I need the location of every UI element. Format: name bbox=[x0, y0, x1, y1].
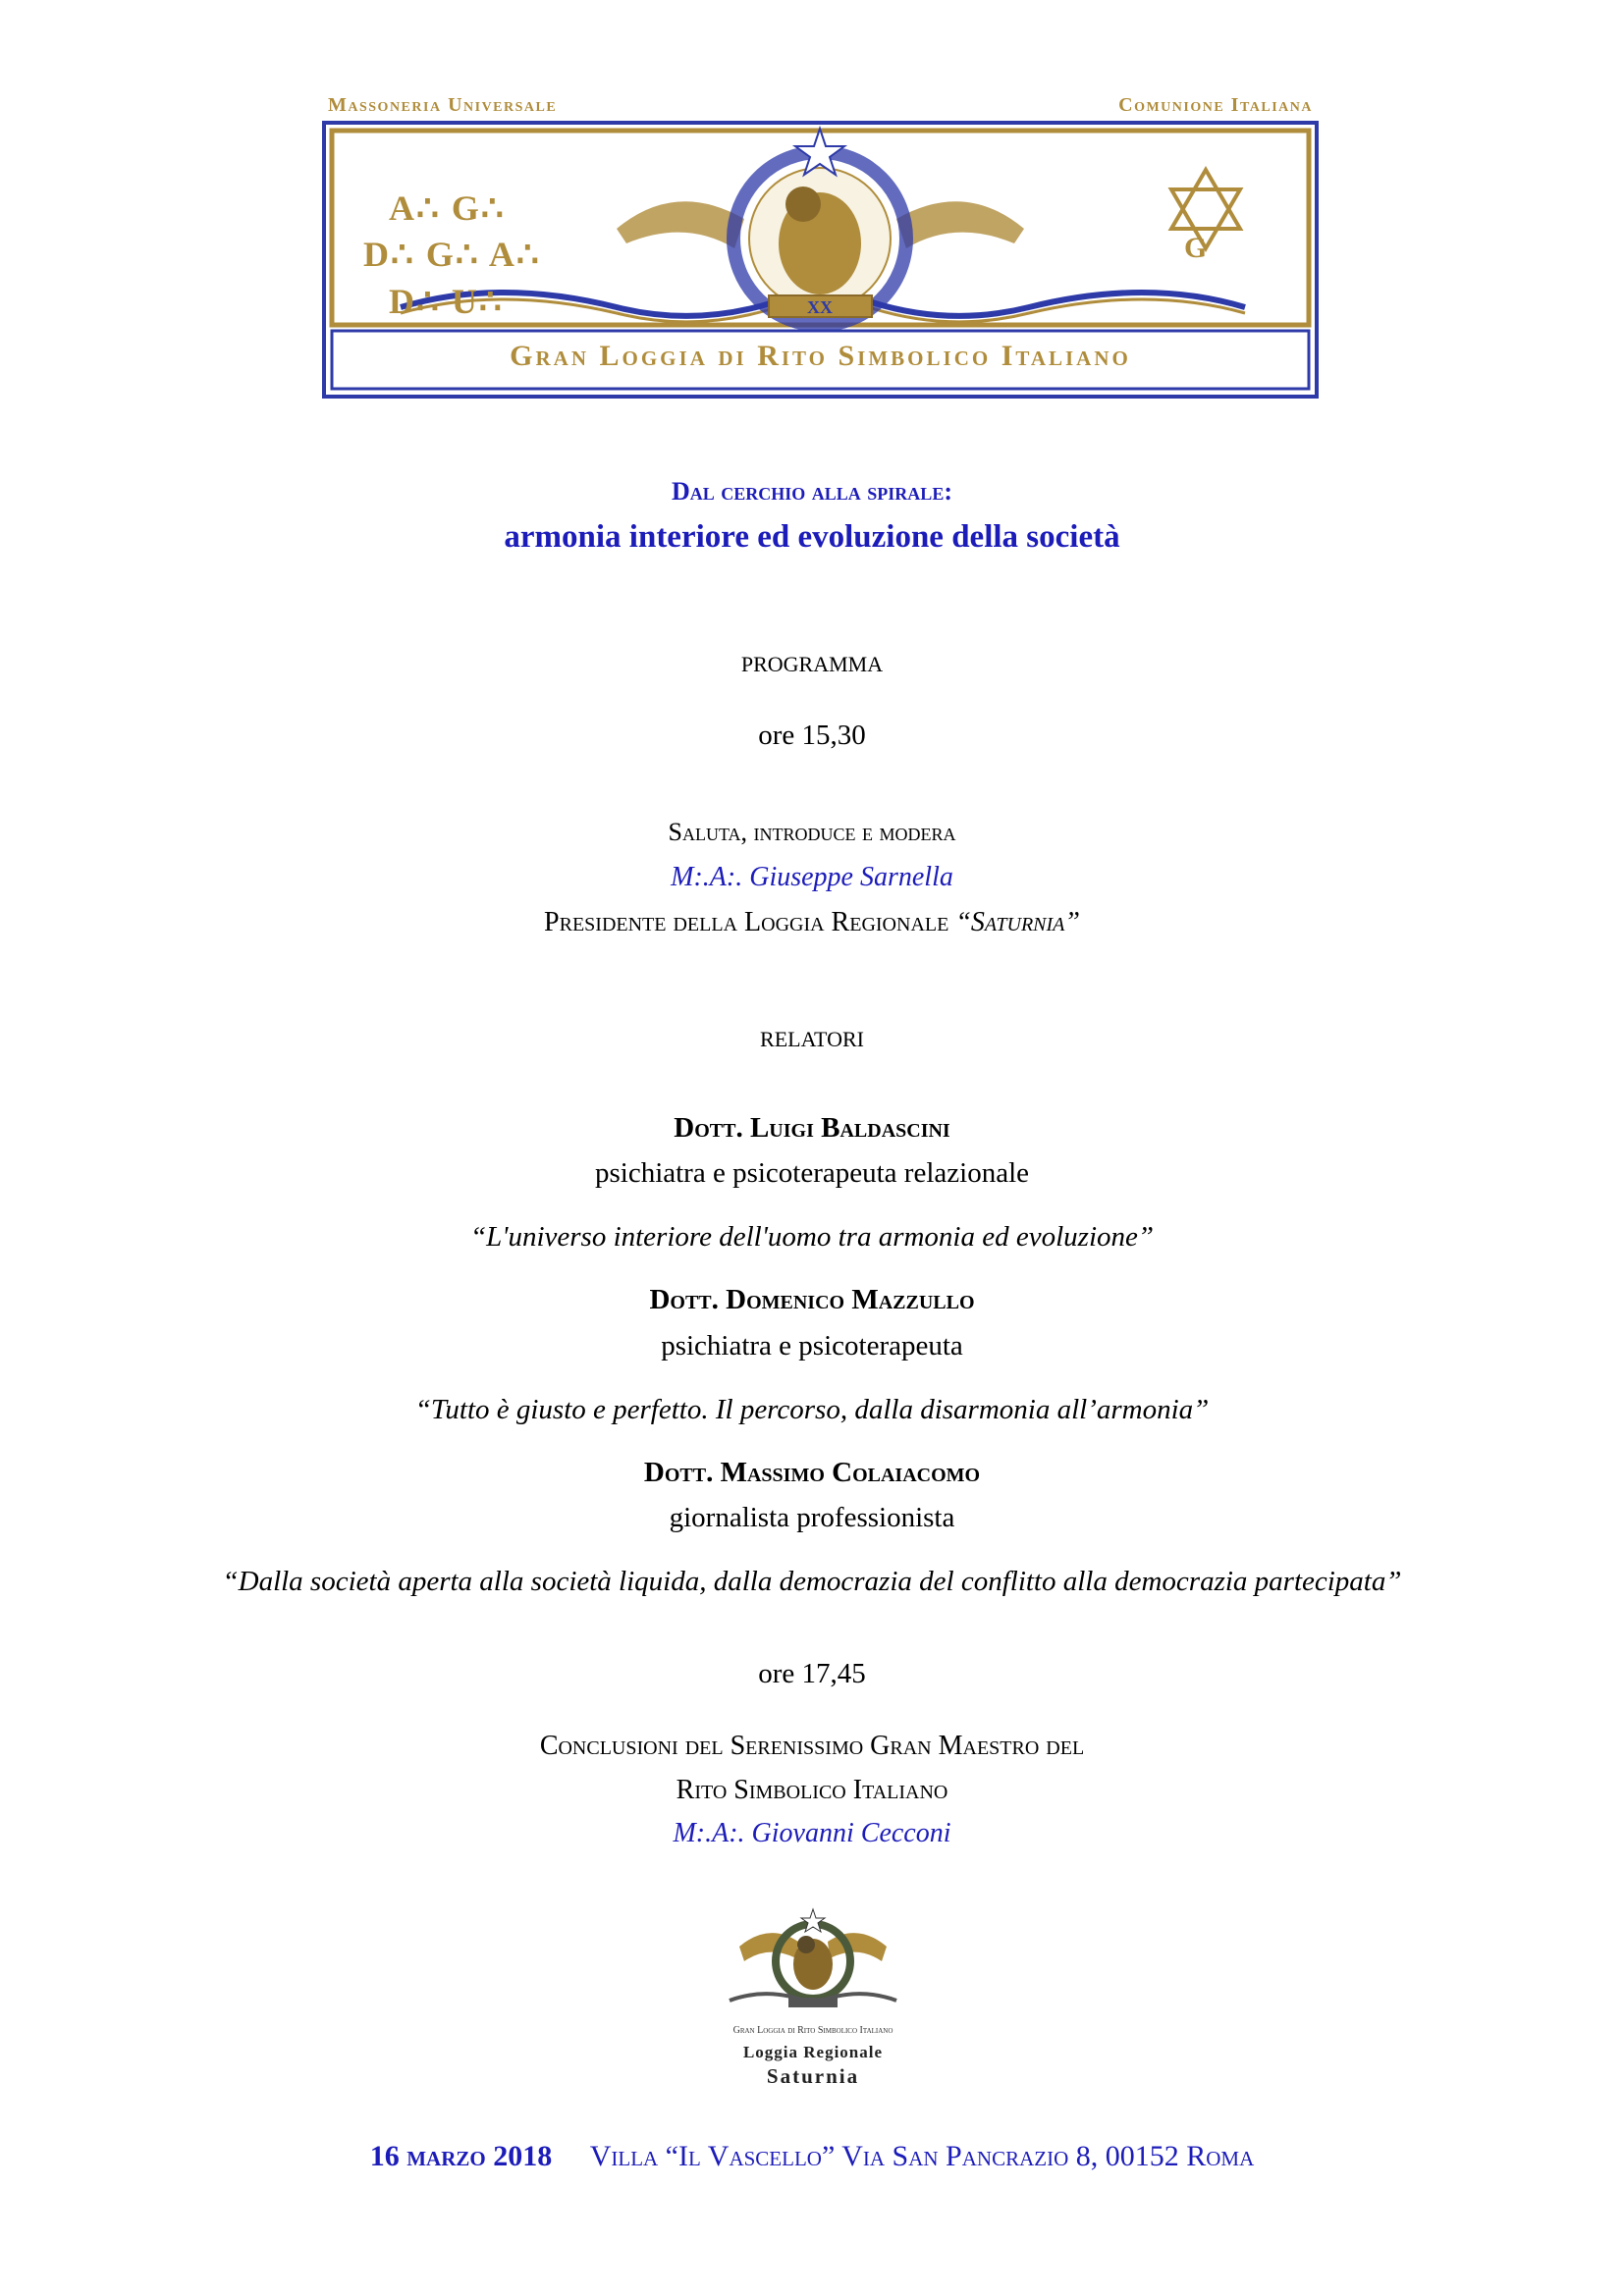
conclusions-line2: Rito Simbolico Italiano bbox=[676, 1775, 948, 1805]
eagle-emblem-icon bbox=[720, 1907, 906, 2023]
speaker-role: psichiatra e psicoterapeuta relazionale bbox=[594, 1157, 1029, 1189]
relatori-heading: RELATORI bbox=[760, 1027, 864, 1051]
speaker-role: giornalista professionista bbox=[669, 1502, 955, 1533]
logo-caption-name: Saturnia bbox=[766, 2064, 860, 2088]
header-banner bbox=[322, 94, 1319, 399]
time-end: ore 17,45 bbox=[758, 1658, 866, 1689]
moderator-title-lodge: “Saturnia” bbox=[955, 907, 1080, 937]
intro-role: Saluta, introduce e modera bbox=[668, 818, 956, 846]
banner-acronym-line1: A∴ G∴ bbox=[389, 188, 506, 228]
banner-top-right-text: Comunione Italiana bbox=[1118, 94, 1313, 116]
banner-seal-letter: G bbox=[1184, 232, 1210, 264]
speaker-name: Dott. Domenico Mazzullo bbox=[649, 1284, 975, 1315]
conclusions-line1: Conclusioni del Serenissimo Gran Maestro del bbox=[539, 1731, 1085, 1761]
lodge-logo bbox=[720, 1907, 906, 2113]
event-date-venue bbox=[0, 2140, 1624, 2173]
banner-top-left-text: Massoneria Universale bbox=[328, 94, 558, 116]
time-start: ore 15,30 bbox=[758, 720, 866, 751]
event-venue: Villa “Il Vascello” Via San Pancrazio 8, 00152 Roma bbox=[589, 2140, 1255, 2172]
moderator-name: M:.A:. Giuseppe Sarnella bbox=[671, 862, 953, 892]
speaker-name: Dott. Luigi Baldascini bbox=[674, 1112, 950, 1144]
logo-caption-lodge: Loggia Regionale bbox=[742, 2043, 884, 2061]
banner-acronym-line3: D∴ U∴ bbox=[389, 282, 504, 321]
grand-master-name: M:.A:. Giovanni Cecconi bbox=[673, 1818, 951, 1848]
speaker-talk: “Tutto è giusto e perfetto. Il percorso, dalla disarmonia all’armonia” bbox=[414, 1394, 1210, 1425]
title-line2: armonia interiore ed evoluzione della società bbox=[504, 519, 1120, 555]
logo-caption-small: Gran Loggia di Rito Simbolico Italiano bbox=[732, 2025, 893, 2036]
moderator-title bbox=[0, 907, 1624, 938]
banner-acronym-line2: D∴ G∴ A∴ bbox=[363, 235, 541, 274]
moderator-title-prefix: Presidente della Loggia Regionale bbox=[544, 907, 949, 937]
svg-text:XX: XX bbox=[807, 297, 833, 317]
speaker-talk: “Dalla società aperta alla società liquida, dalla democrazia del conflitto alla democrazia partecipata” bbox=[222, 1566, 1402, 1597]
speaker-name: Dott. Massimo Colaiacomo bbox=[643, 1457, 981, 1488]
programma-heading: PROGRAMMA bbox=[740, 652, 884, 676]
title-line1: Dal cerchio alla spirale: bbox=[672, 477, 952, 506]
speaker-role: psichiatra e psicoterapeuta bbox=[661, 1330, 963, 1362]
speaker-talk: “L'universo interiore dell'uomo tra armonia ed evoluzione” bbox=[469, 1221, 1154, 1253]
event-date: 16 marzo 2018 bbox=[369, 2140, 553, 2172]
banner-footer-text: Gran Loggia di Rito Simbolico Italiano bbox=[510, 340, 1131, 372]
